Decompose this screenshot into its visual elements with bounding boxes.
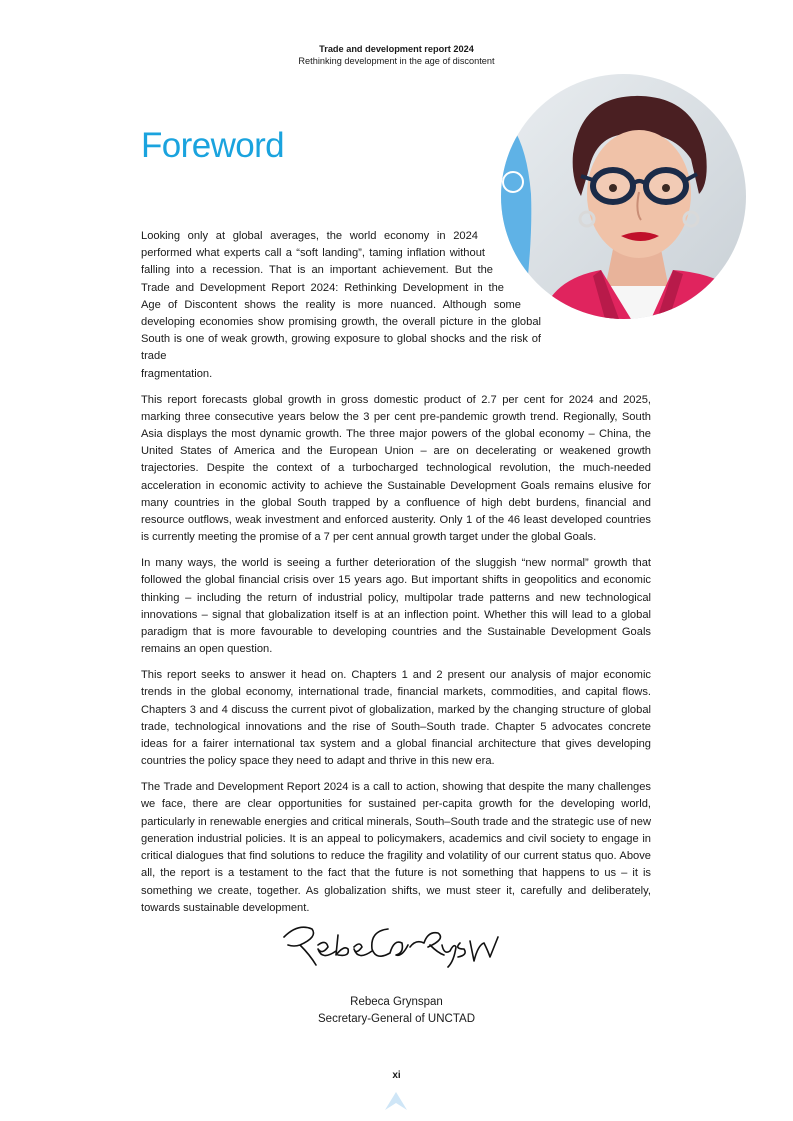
paragraph-4: This report seeks to answer it head on. Chapters 1 and 2 present our analysis of major economic trends in the global economy, international trade, financial markets, commodities, and capital flows. Chapters 3 and 4 discuss the current pivot of globalization, marked by the changing structure of global trade, technological innovations and the rise of South–South trade. Chapter 5 advocates concrete ideas for a fairer international tax system and a global financial architecture that gives developing countries the policy space they need to adapt and thrive in this new era.: [141, 669, 651, 768]
paragraph-1-line-6: developing economies show promising growth, the overall picture in the global: [141, 316, 541, 329]
signatory-role: Secretary-General of UNCTAD: [318, 1013, 475, 1025]
paragraph-1-line-8: fragmentation.: [141, 367, 213, 380]
report-subtitle: Rethinking development in the age of discontent: [298, 56, 495, 66]
paragraph-2: This report forecasts global growth in gross domestic product of 2.7 per cent for 2024 and 2025, marking three consecutive years below the 3 per cent pre-pandemic growth trend. Regionally, South Asia displays the most dynamic growth. The three major powers of the global economy – China, the United States of America and the European Union – are on decelerating or weakened growth trajectories. Despite the context of a turbocharged technological revolution, the much-needed acceleration in economic activity to achieve the Sustainable Development Goals remains elusive for many countries in the global South trapped by a confluence of high debt burdens, financial and resource outflows, weak investment and enforced austerity. Only 1 of the 46 least developed countries is currently meeting the promise of a 7 per cent annual growth target under the global Goals.: [141, 393, 651, 544]
paragraph-1-line-4: Trade and Development Report 2024: Rethinking Development in the: [141, 281, 504, 294]
paragraph-1-line-3: falling into a recession. That is an important achievement. But the: [141, 264, 493, 277]
paragraph-1-line-7: South is one of weak growth, growing exposure to global shocks and the risk of trade: [141, 333, 541, 363]
signatory-name: Rebeca Grynspan: [350, 996, 443, 1008]
paragraph-1-line-2: performed what experts call a “soft landing”, taming inflation without: [141, 247, 485, 260]
signature: [278, 915, 504, 973]
chevron-up-icon: [383, 1088, 409, 1114]
page-title: Foreword: [141, 126, 285, 165]
page-number: xi: [392, 1070, 401, 1081]
paragraph-3: In many ways, the world is seeing a further deterioration of the sluggish “new normal” growth that followed the global financial crisis over 15 years ago. But important shifts in geopolitics and economic thinking – including the return of industrial policy, multipolar trade patterns and new technological innovations – signal that globalization itself is at an inflection point. Whether this will lead to a global paradigm that is more favourable to developing countries and the Sustainable Development Goals remains an open question.: [141, 557, 651, 656]
signature-image: [278, 915, 504, 973]
paragraph-1-line-1: Looking only at global averages, the world economy in 2024: [141, 230, 478, 242]
running-header: [0, 43, 793, 67]
portrait-wrap-space: [541, 228, 651, 348]
report-title: Trade and development report 2024: [319, 44, 474, 54]
paragraph-1: [141, 228, 651, 383]
foreword-body: [141, 228, 651, 926]
paragraph-5: The Trade and Development Report 2024 is a call to action, showing that despite the many challenges we face, there are clear opportunities for sustained per-capita growth for the developing world, particularly in renewable energies and critical minerals, South–South trade and the strategic use of new generation industrial policies. It is an appeal to policymakers, academics and civil society to engage in critical dialogues that find solutions to reduce the fragility and volatility of our current status quo. Above all, the report is a testament to the fact that the future is not something that happens to us – it is something we create, together. As globalization shifts, we must steer it, carefully and deliberately, towards sustainable development.: [141, 781, 651, 914]
paragraph-1-line-5: Age of Discontent shows the reality is more nuanced. Although some: [141, 298, 521, 311]
